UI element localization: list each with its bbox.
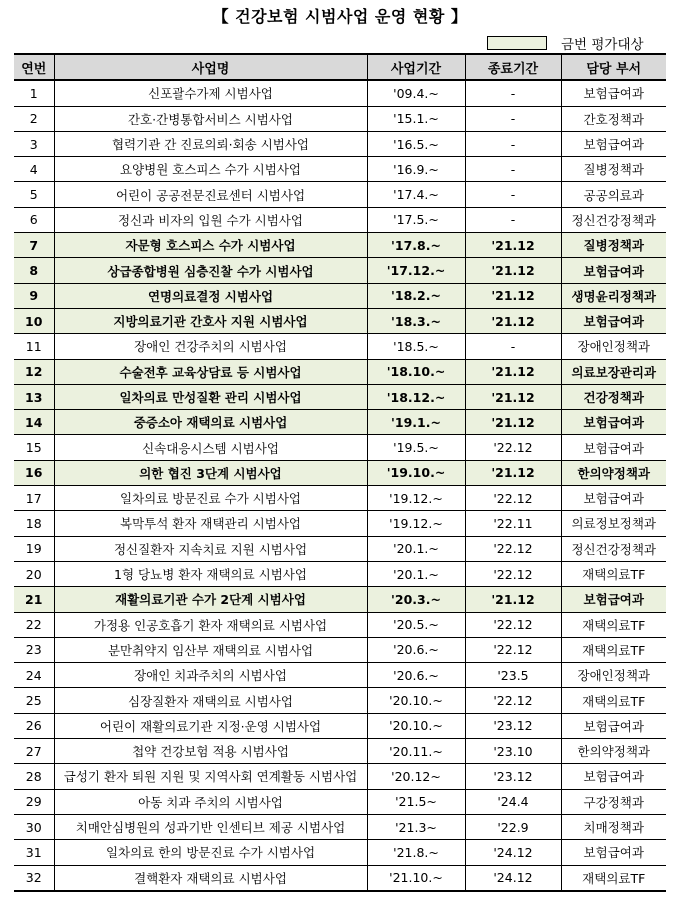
cell-period: '21.10.~ — [367, 865, 465, 891]
cell-name: 장애인 건강주치의 시범사업 — [54, 334, 367, 359]
legend-swatch — [487, 36, 547, 50]
cell-no: 26 — [14, 713, 54, 738]
table-row — [14, 840, 666, 865]
table-row — [14, 359, 666, 384]
cell-dept: 구강정책과 — [561, 789, 666, 814]
cell-end: - — [465, 131, 561, 156]
cell-end: '22.12 — [465, 637, 561, 662]
cell-dept: 한의약정책과 — [561, 739, 666, 764]
cell-no: 8 — [14, 258, 54, 283]
table-row — [14, 435, 666, 460]
cell-name: 첩약 건강보험 적용 시범사업 — [54, 739, 367, 764]
cell-dept: 재택의료TF — [561, 688, 666, 713]
table-row — [14, 207, 666, 232]
cell-dept: 재택의료TF — [561, 637, 666, 662]
table-row — [14, 182, 666, 207]
cell-no: 28 — [14, 764, 54, 789]
table-row — [14, 80, 666, 106]
cell-end: '21.12 — [465, 308, 561, 333]
cell-dept: 재택의료TF — [561, 865, 666, 891]
cell-end: '21.12 — [465, 233, 561, 258]
cell-no: 11 — [14, 334, 54, 359]
cell-end: - — [465, 182, 561, 207]
table-row — [14, 814, 666, 839]
table-row — [14, 637, 666, 662]
table-row — [14, 157, 666, 182]
cell-period: '18.5.~ — [367, 334, 465, 359]
cell-no: 14 — [14, 410, 54, 435]
table-row — [14, 536, 666, 561]
header-no: 연번 — [14, 54, 54, 80]
table-row — [14, 789, 666, 814]
cell-period: '19.1.~ — [367, 410, 465, 435]
cell-no: 12 — [14, 359, 54, 384]
cell-dept: 공공의료과 — [561, 182, 666, 207]
cell-period: '19.12.~ — [367, 511, 465, 536]
cell-end: - — [465, 157, 561, 182]
cell-name: 재활의료기관 수가 2단계 시범사업 — [54, 587, 367, 612]
cell-end: '21.12 — [465, 283, 561, 308]
header-end: 종료기간 — [465, 54, 561, 80]
legend — [487, 33, 644, 53]
cell-end: '23.10 — [465, 739, 561, 764]
cell-name: 1형 당뇨병 환자 재택의료 시범사업 — [54, 561, 367, 586]
cell-end: '22.11 — [465, 511, 561, 536]
table-row — [14, 561, 666, 586]
cell-name: 지방의료기관 간호사 지원 시범사업 — [54, 308, 367, 333]
cell-dept: 생명윤리정책과 — [561, 283, 666, 308]
cell-end: '24.12 — [465, 840, 561, 865]
table-header-row — [14, 54, 666, 80]
cell-no: 5 — [14, 182, 54, 207]
cell-dept: 건강정책과 — [561, 384, 666, 409]
header-name: 사업명 — [54, 54, 367, 80]
cell-name: 일차의료 한의 방문진료 수가 시범사업 — [54, 840, 367, 865]
cell-period: '20.10.~ — [367, 688, 465, 713]
table-row — [14, 663, 666, 688]
cell-period: '21.5~ — [367, 789, 465, 814]
cell-name: 급성기 환자 퇴원 지원 및 지역사회 연계활동 시범사업 — [54, 764, 367, 789]
cell-no: 18 — [14, 511, 54, 536]
cell-name: 장애인 치과주치의 시범사업 — [54, 663, 367, 688]
cell-period: '20.3.~ — [367, 587, 465, 612]
cell-no: 31 — [14, 840, 54, 865]
cell-period: '15.1.~ — [367, 106, 465, 131]
cell-no: 16 — [14, 460, 54, 485]
cell-period: '19.5.~ — [367, 435, 465, 460]
cell-no: 20 — [14, 561, 54, 586]
cell-period: '18.2.~ — [367, 283, 465, 308]
cell-end: '23.5 — [465, 663, 561, 688]
cell-dept: 장애인정책과 — [561, 663, 666, 688]
cell-dept: 보험급여과 — [561, 713, 666, 738]
cell-dept: 보험급여과 — [561, 258, 666, 283]
table-row — [14, 258, 666, 283]
cell-end: '21.12 — [465, 258, 561, 283]
cell-end: - — [465, 207, 561, 232]
cell-period: '16.9.~ — [367, 157, 465, 182]
cell-dept: 보험급여과 — [561, 410, 666, 435]
cell-name: 상급종합병원 심층진찰 수가 시범사업 — [54, 258, 367, 283]
cell-name: 가정용 인공호흡기 환자 재택의료 시범사업 — [54, 612, 367, 637]
cell-period: '20.6.~ — [367, 663, 465, 688]
cell-name: 어린이 재활의료기관 지정·운영 시범사업 — [54, 713, 367, 738]
cell-end: - — [465, 334, 561, 359]
cell-name: 복막투석 환자 재택관리 시범사업 — [54, 511, 367, 536]
cell-name: 중증소아 재택의료 시범사업 — [54, 410, 367, 435]
cell-end: '24.12 — [465, 865, 561, 891]
cell-name: 정신과 비자의 입원 수가 시범사업 — [54, 207, 367, 232]
cell-period: '20.12~ — [367, 764, 465, 789]
cell-dept: 정신건강정책과 — [561, 536, 666, 561]
cell-dept: 질병정책과 — [561, 233, 666, 258]
cell-name: 신속대응시스템 시범사업 — [54, 435, 367, 460]
cell-no: 19 — [14, 536, 54, 561]
cell-period: '20.5.~ — [367, 612, 465, 637]
cell-end: '22.12 — [465, 688, 561, 713]
cell-end: '21.12 — [465, 460, 561, 485]
cell-dept: 보험급여과 — [561, 840, 666, 865]
cell-dept: 간호정책과 — [561, 106, 666, 131]
cell-period: '18.12.~ — [367, 384, 465, 409]
cell-name: 아동 치과 주치의 시범사업 — [54, 789, 367, 814]
cell-period: '19.10.~ — [367, 460, 465, 485]
cell-period: '20.11.~ — [367, 739, 465, 764]
cell-no: 21 — [14, 587, 54, 612]
table-row — [14, 106, 666, 131]
table-row — [14, 764, 666, 789]
cell-dept: 보험급여과 — [561, 80, 666, 106]
cell-dept: 의료보장관리과 — [561, 359, 666, 384]
cell-no: 15 — [14, 435, 54, 460]
table-row — [14, 739, 666, 764]
cell-end: '22.12 — [465, 435, 561, 460]
cell-name: 분만취약지 임산부 재택의료 시범사업 — [54, 637, 367, 662]
cell-no: 4 — [14, 157, 54, 182]
cell-period: '20.1.~ — [367, 561, 465, 586]
cell-period: '17.8.~ — [367, 233, 465, 258]
table-row — [14, 233, 666, 258]
cell-dept: 질병정책과 — [561, 157, 666, 182]
cell-dept: 한의약정책과 — [561, 460, 666, 485]
cell-name: 요양병원 호스피스 수가 시범사업 — [54, 157, 367, 182]
cell-no: 25 — [14, 688, 54, 713]
cell-period: '19.12.~ — [367, 486, 465, 511]
cell-dept: 보험급여과 — [561, 486, 666, 511]
header-dept: 담당 부서 — [561, 54, 666, 80]
cell-dept: 의료정보정책과 — [561, 511, 666, 536]
cell-no: 6 — [14, 207, 54, 232]
cell-name: 간호·간병통합서비스 시범사업 — [54, 106, 367, 131]
cell-no: 9 — [14, 283, 54, 308]
cell-end: '22.12 — [465, 561, 561, 586]
cell-period: '18.10.~ — [367, 359, 465, 384]
cell-no: 27 — [14, 739, 54, 764]
cell-name: 협력기관 간 진료의뢰·회송 시범사업 — [54, 131, 367, 156]
table-row — [14, 131, 666, 156]
cell-period: '20.1.~ — [367, 536, 465, 561]
cell-name: 신포괄수가제 시범사업 — [54, 80, 367, 106]
cell-end: - — [465, 106, 561, 131]
cell-dept: 보험급여과 — [561, 131, 666, 156]
cell-no: 29 — [14, 789, 54, 814]
cell-period: '18.3.~ — [367, 308, 465, 333]
cell-dept: 보험급여과 — [561, 435, 666, 460]
cell-dept: 보험급여과 — [561, 308, 666, 333]
table-row — [14, 713, 666, 738]
cell-period: '17.4.~ — [367, 182, 465, 207]
cell-dept: 재택의료TF — [561, 561, 666, 586]
pilot-program-table — [14, 53, 666, 892]
table-row — [14, 587, 666, 612]
cell-no: 30 — [14, 814, 54, 839]
cell-dept: 보험급여과 — [561, 587, 666, 612]
table-row — [14, 308, 666, 333]
cell-end: '22.9 — [465, 814, 561, 839]
table-row — [14, 486, 666, 511]
cell-dept: 보험급여과 — [561, 764, 666, 789]
cell-name: 수술전후 교육상담료 등 시범사업 — [54, 359, 367, 384]
cell-name: 일차의료 방문진료 수가 시범사업 — [54, 486, 367, 511]
cell-no: 7 — [14, 233, 54, 258]
cell-dept: 장애인정책과 — [561, 334, 666, 359]
cell-end: '23.12 — [465, 713, 561, 738]
cell-no: 10 — [14, 308, 54, 333]
cell-no: 24 — [14, 663, 54, 688]
cell-period: '21.8.~ — [367, 840, 465, 865]
cell-period: '17.12.~ — [367, 258, 465, 283]
table-row — [14, 334, 666, 359]
cell-end: '22.12 — [465, 612, 561, 637]
cell-no: 17 — [14, 486, 54, 511]
cell-period: '09.4.~ — [367, 80, 465, 106]
cell-end: - — [465, 80, 561, 106]
table-row — [14, 410, 666, 435]
header-period: 사업기간 — [367, 54, 465, 80]
cell-name: 의한 협진 3단계 시범사업 — [54, 460, 367, 485]
legend-label: 금번 평가대상 — [561, 37, 644, 53]
cell-end: '21.12 — [465, 384, 561, 409]
table-row — [14, 384, 666, 409]
cell-no: 22 — [14, 612, 54, 637]
cell-no: 3 — [14, 131, 54, 156]
cell-name: 일차의료 만성질환 관리 시범사업 — [54, 384, 367, 409]
table-row — [14, 283, 666, 308]
cell-name: 연명의료결정 시범사업 — [54, 283, 367, 308]
cell-end: '21.12 — [465, 410, 561, 435]
cell-period: '17.5.~ — [367, 207, 465, 232]
table-row — [14, 688, 666, 713]
cell-dept: 정신건강정책과 — [561, 207, 666, 232]
cell-no: 2 — [14, 106, 54, 131]
cell-end: '22.12 — [465, 486, 561, 511]
cell-name: 정신질환자 지속치료 지원 시범사업 — [54, 536, 367, 561]
cell-period: '20.6.~ — [367, 637, 465, 662]
cell-period: '20.10.~ — [367, 713, 465, 738]
cell-end: '21.12 — [465, 587, 561, 612]
cell-no: 23 — [14, 637, 54, 662]
cell-dept: 치매정책과 — [561, 814, 666, 839]
cell-end: '24.4 — [465, 789, 561, 814]
cell-name: 치매안심병원의 성과기반 인센티브 제공 시범사업 — [54, 814, 367, 839]
cell-end: '21.12 — [465, 359, 561, 384]
cell-name: 어린이 공공전문진료센터 시범사업 — [54, 182, 367, 207]
cell-no: 1 — [14, 80, 54, 106]
cell-no: 32 — [14, 865, 54, 891]
page-title: 【 건강보험 시범사업 운영 현황 】 — [212, 7, 468, 26]
cell-name: 심장질환자 재택의료 시범사업 — [54, 688, 367, 713]
cell-period: '16.5.~ — [367, 131, 465, 156]
table-row — [14, 612, 666, 637]
table-row — [14, 865, 666, 891]
cell-dept: 재택의료TF — [561, 612, 666, 637]
cell-name: 자문형 호스피스 수가 시범사업 — [54, 233, 367, 258]
table-row — [14, 511, 666, 536]
table-row — [14, 460, 666, 485]
cell-period: '21.3~ — [367, 814, 465, 839]
cell-no: 13 — [14, 384, 54, 409]
cell-end: '23.12 — [465, 764, 561, 789]
cell-name: 결핵환자 재택의료 시범사업 — [54, 865, 367, 891]
cell-end: '22.12 — [465, 536, 561, 561]
